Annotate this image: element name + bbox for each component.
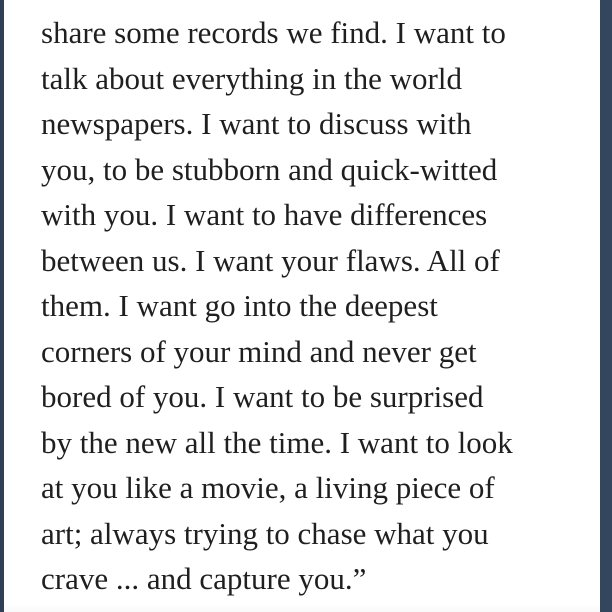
- card-bottom-shadow: [4, 604, 600, 612]
- quote-line-7: them. I want go into the deepest: [41, 288, 438, 323]
- quote-line-4: you, to be stubborn and quick-witted: [41, 151, 498, 187]
- quote-line-9: bored of you. I want to be surprised: [41, 379, 484, 414]
- quote-line-11: at you like a movie, a living piece of: [41, 470, 495, 505]
- quote-line-13: crave ... and capture you.”: [41, 561, 367, 596]
- quote-line-12: art; always trying to chase what you: [41, 515, 489, 551]
- quote-line-5: with you. I want to have differences: [41, 197, 488, 232]
- quote-line-3: newspapers. I want to discuss with: [41, 106, 472, 141]
- quote-line-10: by the new all the time. I want to look: [41, 424, 513, 460]
- quote-line-1: share some records we find. I want to: [41, 15, 506, 50]
- quote-post-card: [4, 0, 600, 612]
- quote-line-6: between us. I want your flaws. All of: [41, 242, 500, 278]
- quote-text-block: [41, 10, 586, 602]
- quote-line-8: corners of your mind and never get: [41, 333, 477, 369]
- quote-line-2: talk about everything in the world: [41, 60, 462, 96]
- right-page-rail: [600, 0, 612, 612]
